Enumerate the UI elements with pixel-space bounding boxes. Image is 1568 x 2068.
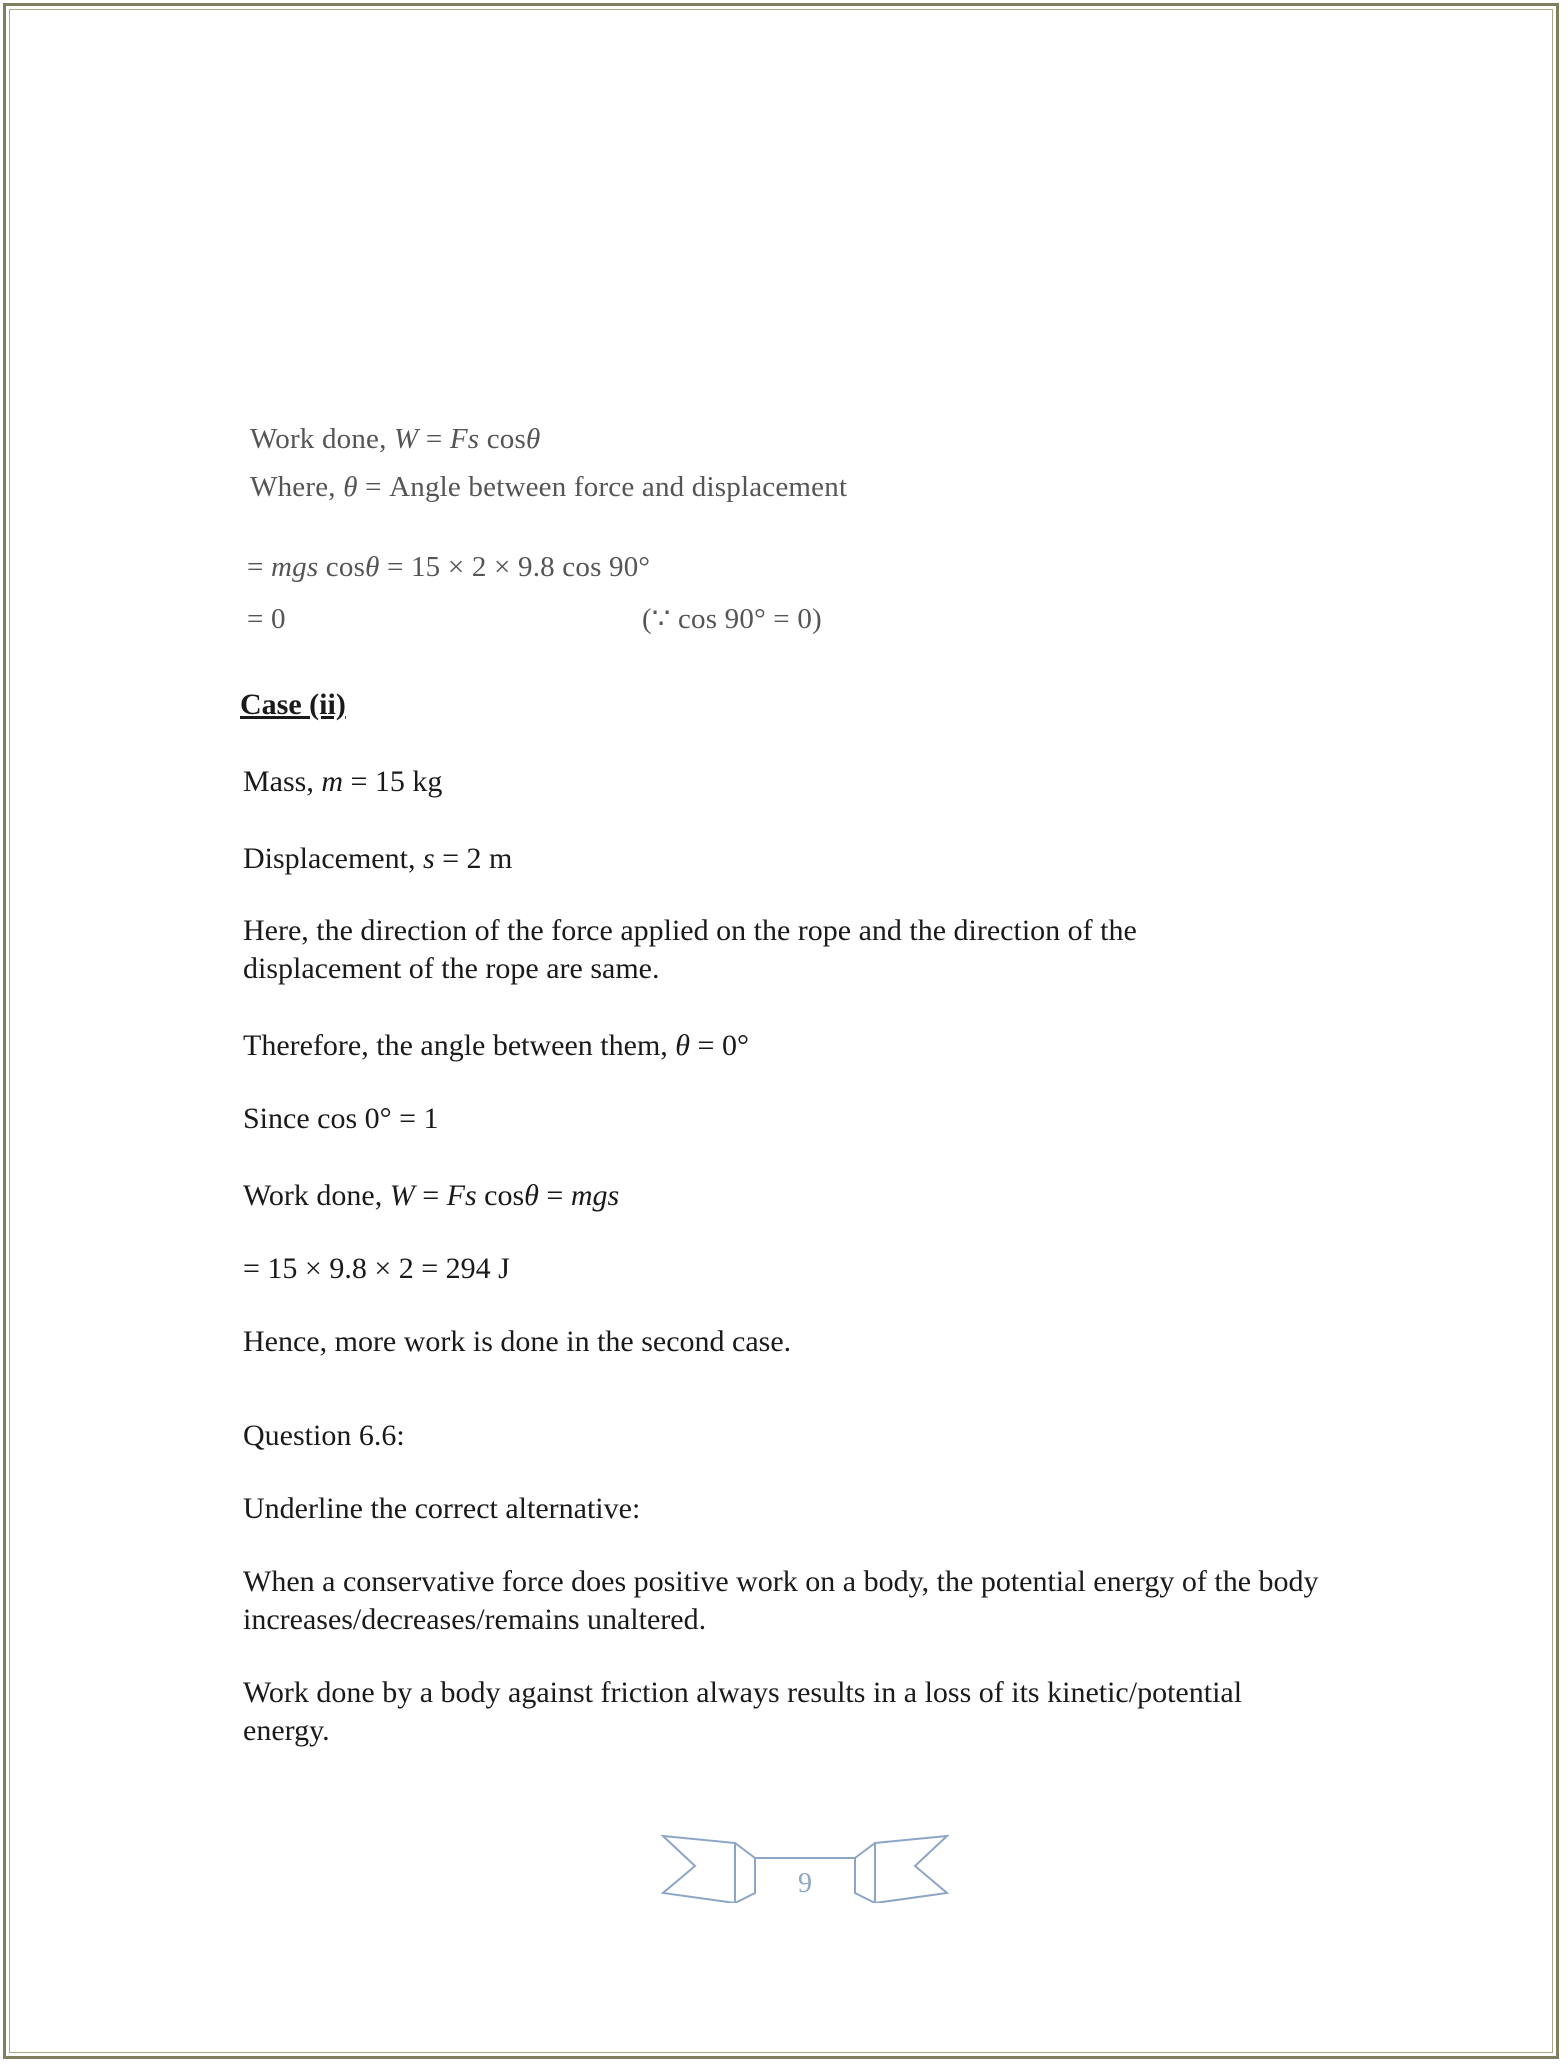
question-part1-line2: increases/decreases/remains unaltered.: [243, 1603, 707, 1636]
page-border-inner: [9, 9, 1553, 2053]
case-heading: Case (ii): [240, 688, 346, 721]
direction-para-line1: Here, the direction of the force applied on the rope and the direction of the: [243, 914, 1137, 947]
angle-line: Therefore, the angle between them, θ = 0°: [243, 1029, 749, 1062]
eq-work-done: Work done, W = Fs cosθ: [250, 423, 541, 455]
question-label: Question 6.6:: [243, 1419, 405, 1452]
work-done-line: Work done, W = Fs cosθ = mgs: [243, 1179, 620, 1212]
direction-para-line2: displacement of the rope are same.: [243, 952, 660, 985]
eq-because-cos90: (∵ cos 90° = 0): [642, 603, 822, 635]
page-number: 9: [798, 1868, 812, 1899]
conclusion-line: Hence, more work is done in the second case.: [243, 1325, 792, 1358]
since-cos-line: Since cos 0° = 1: [243, 1102, 439, 1135]
instruction-line: Underline the correct alternative:: [243, 1492, 641, 1525]
eq-where-theta: Where, θ = Angle between force and displacement: [250, 471, 848, 503]
eq-equals-zero: = 0: [247, 603, 286, 635]
question-part1-line1: When a conservative force does positive work on a body, the potential energy of the body: [243, 1565, 1319, 1598]
calculation-line: = 15 × 9.8 × 2 = 294 J: [243, 1252, 510, 1285]
question-part2-line1: Work done by a body against friction always results in a loss of its kinetic/potential: [243, 1676, 1243, 1709]
mass-line: Mass, m = 15 kg: [243, 765, 443, 798]
displacement-line: Displacement, s = 2 m: [243, 842, 513, 875]
question-part2-line2: energy.: [243, 1714, 330, 1747]
eq-mgs-cos: = mgs cosθ = 15 × 2 × 9.8 cos 90°: [247, 551, 651, 583]
